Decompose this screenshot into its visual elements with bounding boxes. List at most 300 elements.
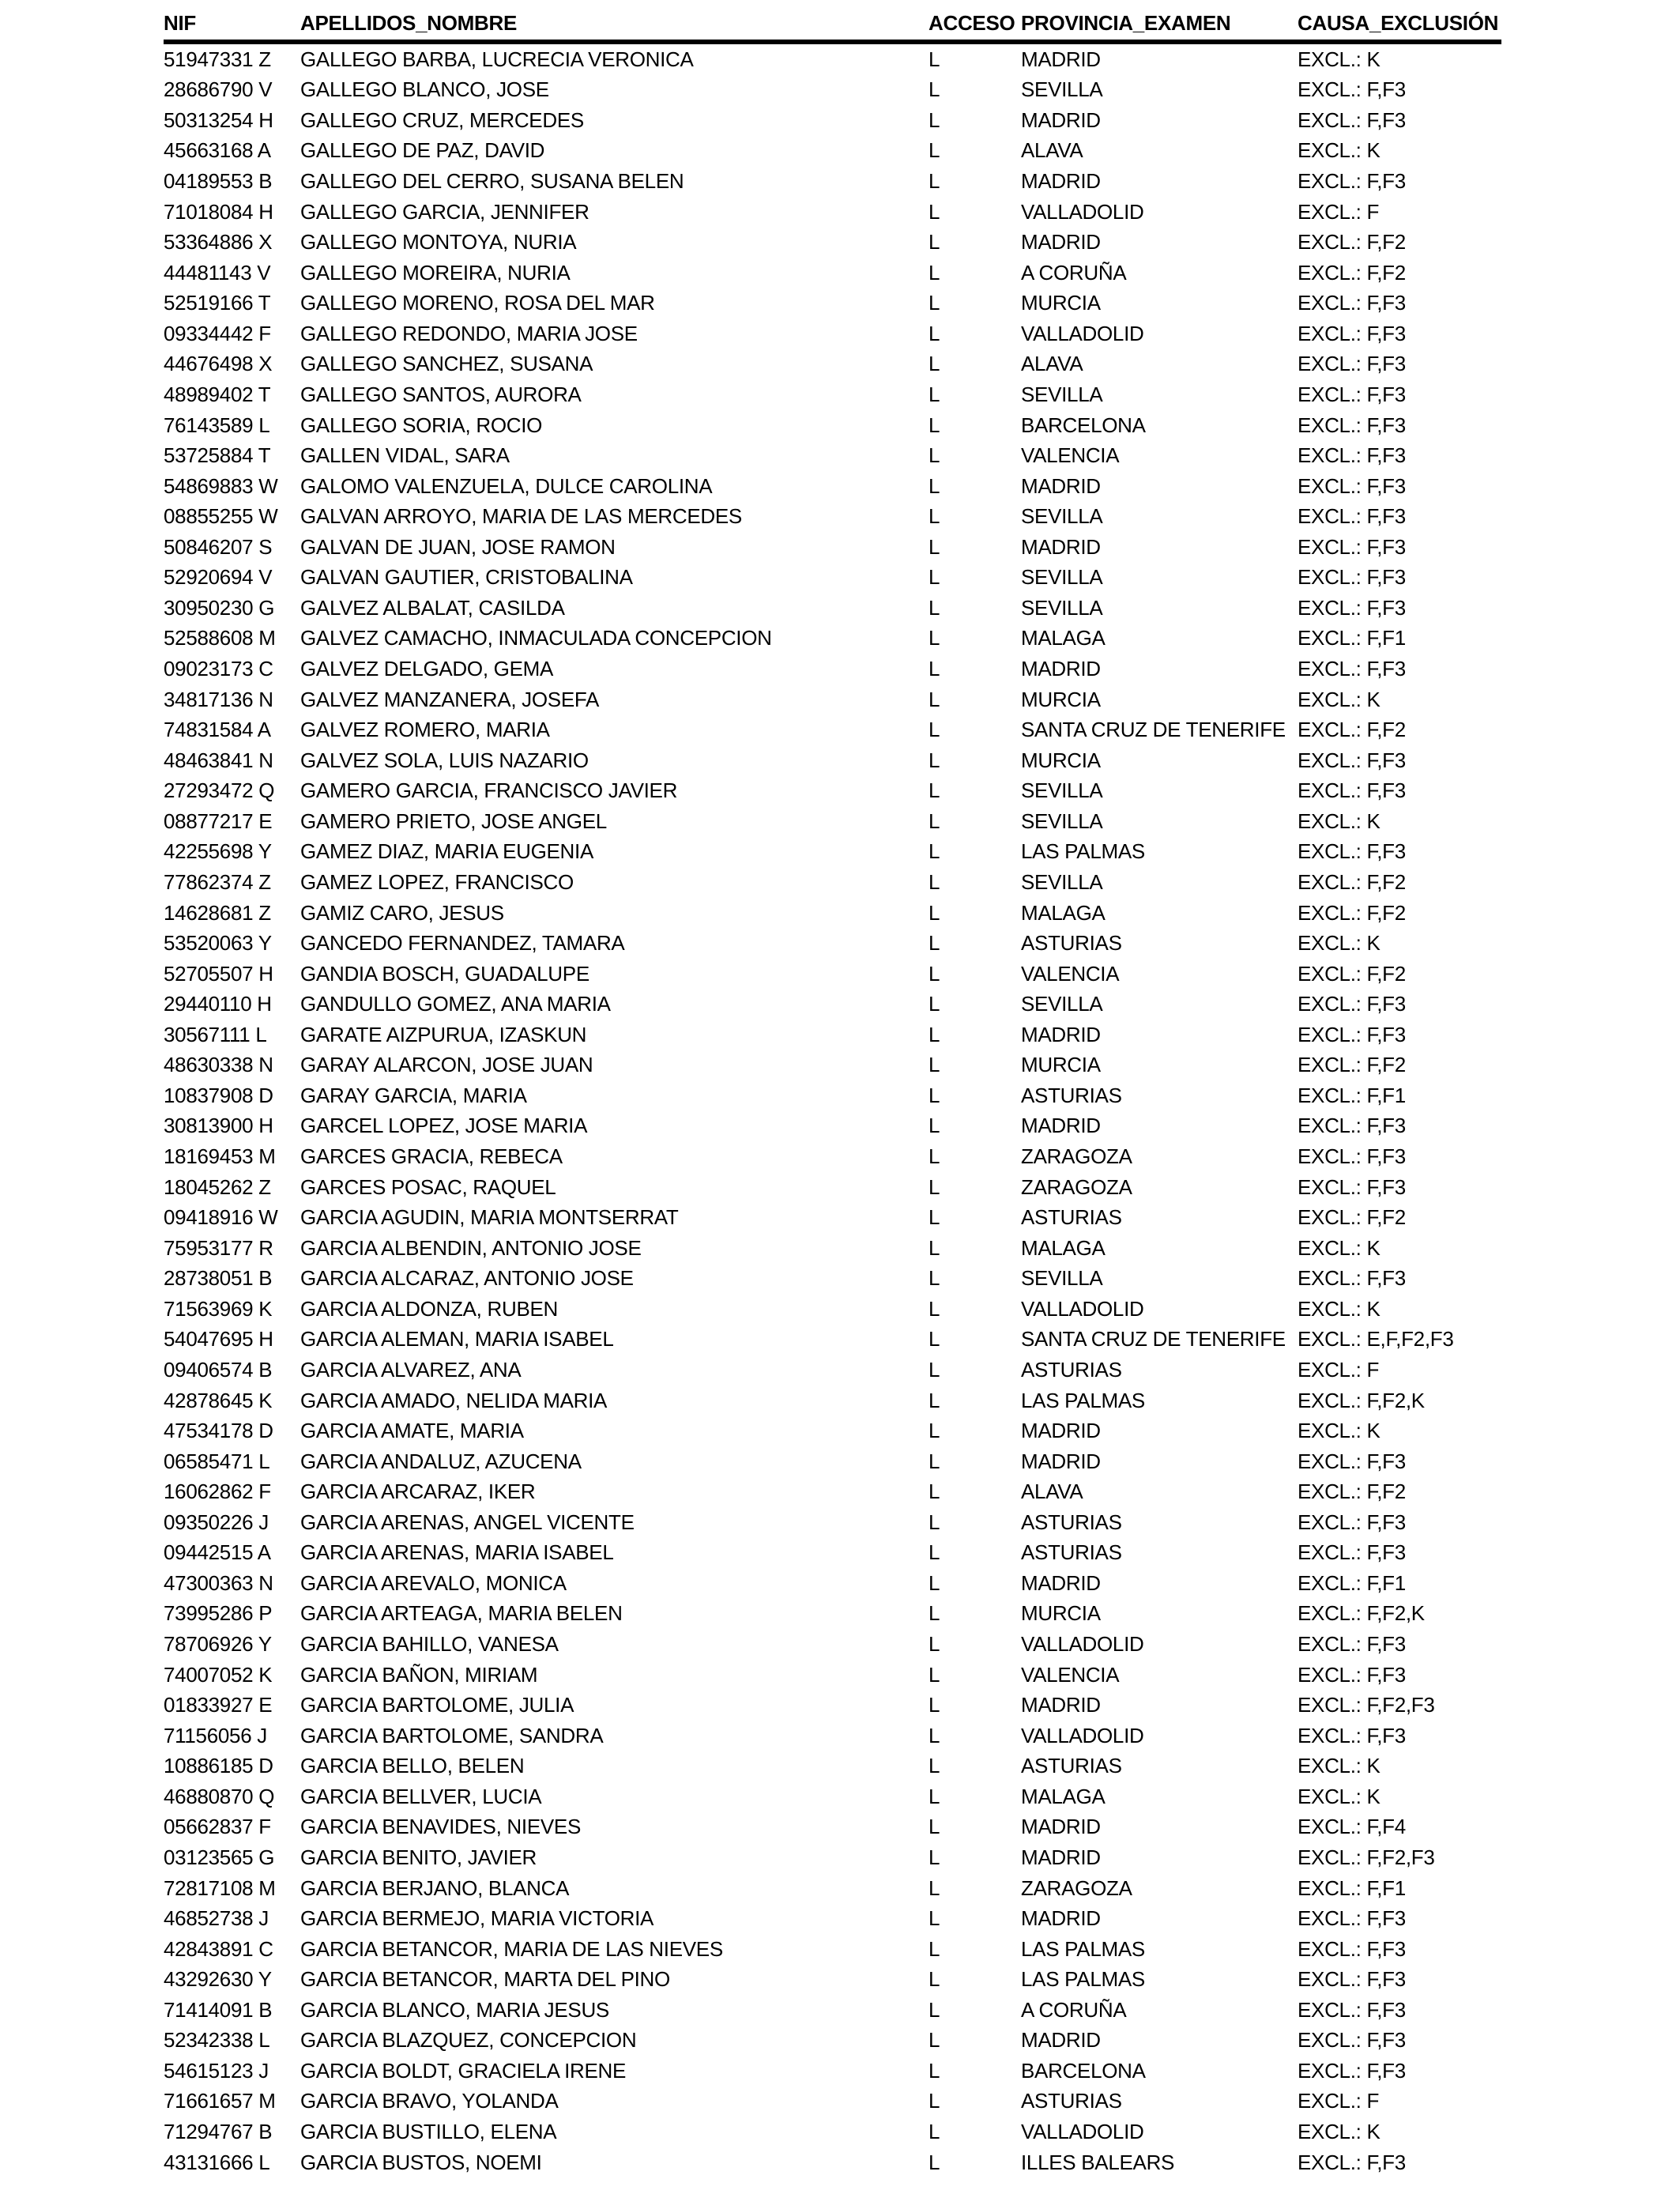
apellidos-nombre-cell: GARCIA ALVAREZ, ANA [300, 1357, 522, 1382]
nif-cell: 09023173 C [164, 657, 273, 681]
table-row [164, 288, 1501, 319]
table-row [164, 532, 1501, 563]
nif-cell: 52588608 M [164, 626, 276, 650]
provincia-examen-cell: VALENCIA [1021, 443, 1120, 468]
apellidos-nombre-cell: GARCIA ALEMAN, MARIA ISABEL [300, 1327, 614, 1351]
causa-exclusion-cell: EXCL.: F,F3 [1298, 77, 1406, 102]
acceso-cell: L [929, 1632, 940, 1657]
acceso-cell: L [929, 992, 940, 1016]
table-row [164, 2026, 1501, 2056]
nif-cell: 30950230 G [164, 595, 275, 620]
causa-exclusion-cell: EXCL.: F,F3 [1298, 1997, 1406, 2022]
table-row [164, 684, 1501, 715]
apellidos-nombre-cell: GARAY ALARCON, JOSE JUAN [300, 1053, 593, 1077]
provincia-examen-cell: SANTA CRUZ DE TENERIFE [1021, 718, 1286, 742]
apellidos-nombre-cell: GARCIA BELLO, BELEN [300, 1754, 525, 1778]
acceso-cell: L [929, 534, 940, 559]
provincia-examen-cell: MADRID [1021, 1419, 1101, 1443]
provincia-examen-cell: ZARAGOZA [1021, 1875, 1132, 1900]
provincia-examen-cell: ASTURIAS [1021, 1083, 1122, 1107]
causa-exclusion-cell: EXCL.: F,F2 [1298, 1053, 1406, 1077]
acceso-cell: L [929, 1205, 940, 1230]
acceso-cell: L [929, 504, 940, 529]
causa-exclusion-cell: EXCL.: F,F3 [1298, 1936, 1406, 1961]
nif-cell: 10886185 D [164, 1754, 273, 1778]
table-row [164, 471, 1501, 502]
table-row [164, 258, 1501, 288]
acceso-cell: L [929, 1266, 940, 1291]
acceso-cell: L [929, 1327, 940, 1351]
causa-exclusion-cell: EXCL.: F,F1 [1298, 1083, 1406, 1107]
exclusion-table [164, 0, 1501, 2177]
acceso-cell: L [929, 291, 940, 315]
nif-cell: 09418916 W [164, 1205, 278, 1230]
provincia-examen-cell: MADRID [1021, 473, 1101, 498]
provincia-examen-cell: MALAGA [1021, 626, 1106, 650]
causa-exclusion-cell: EXCL.: K [1298, 1784, 1381, 1808]
apellidos-nombre-cell: GARCIA AMATE, MARIA [300, 1419, 524, 1443]
nif-cell: 74831584 A [164, 718, 271, 742]
causa-exclusion-cell: EXCL.: F,F3 [1298, 778, 1406, 803]
causa-exclusion-cell: EXCL.: F,F2 [1298, 718, 1406, 742]
table-row [164, 1995, 1501, 2026]
nif-cell: 48989402 T [164, 382, 271, 406]
table-row [164, 745, 1501, 776]
apellidos-nombre-cell: GARAY GARCIA, MARIA [300, 1083, 527, 1107]
table-body [164, 44, 1501, 2177]
nif-cell: 05662837 F [164, 1815, 271, 1839]
nif-cell: 42255698 Y [164, 839, 272, 864]
acceso-cell: L [929, 961, 940, 986]
apellidos-nombre-cell: GALLEGO CRUZ, MERCEDES [300, 107, 584, 132]
table-row [164, 1751, 1501, 1782]
apellidos-nombre-cell: GANDULLO GOMEZ, ANA MARIA [300, 992, 611, 1016]
causa-exclusion-cell: EXCL.: F,F2 [1298, 900, 1406, 925]
causa-exclusion-cell: EXCL.: K [1298, 1296, 1381, 1321]
apellidos-nombre-cell: GARCIA BUSTILLO, ELENA [300, 2120, 557, 2144]
nif-cell: 27293472 Q [164, 778, 275, 803]
provincia-examen-cell: MADRID [1021, 1845, 1101, 1869]
acceso-cell: L [929, 565, 940, 590]
acceso-cell: L [929, 1480, 940, 1504]
apellidos-nombre-cell: GARCES GRACIA, REBECA [300, 1144, 563, 1169]
acceso-cell: L [929, 1967, 940, 1992]
acceso-cell: L [929, 1053, 940, 1077]
nif-cell: 72817108 M [164, 1875, 276, 1900]
nif-cell: 18169453 M [164, 1144, 276, 1169]
apellidos-nombre-cell: GARCIA BENAVIDES, NIEVES [300, 1815, 581, 1839]
apellidos-nombre-cell: GARCIA ARENAS, MARIA ISABEL [300, 1540, 614, 1565]
nif-cell: 50846207 S [164, 534, 273, 559]
acceso-cell: L [929, 138, 940, 163]
table-row [164, 1903, 1501, 1934]
causa-exclusion-cell: EXCL.: F,F2 [1298, 230, 1406, 254]
causa-exclusion-cell: EXCL.: K [1298, 1419, 1381, 1443]
nif-cell: 18045262 Z [164, 1174, 271, 1199]
provincia-examen-cell: BARCELONA [1021, 413, 1146, 437]
table-row [164, 928, 1501, 959]
causa-exclusion-cell: EXCL.: F,F3 [1298, 1266, 1406, 1291]
provincia-examen-cell: MADRID [1021, 1449, 1101, 1473]
acceso-cell: L [929, 657, 940, 681]
acceso-cell: L [929, 352, 940, 376]
provincia-examen-cell: VALLADOLID [1021, 321, 1144, 345]
causa-exclusion-cell: EXCL.: F,F2,K [1298, 1388, 1425, 1412]
table-row [164, 2056, 1501, 2087]
table-row [164, 197, 1501, 228]
nif-cell: 30813900 H [164, 1114, 273, 1138]
acceso-cell: L [929, 107, 940, 132]
provincia-examen-cell: MURCIA [1021, 291, 1101, 315]
causa-exclusion-cell: EXCL.: F,F3 [1298, 1662, 1406, 1687]
nif-cell: 52519166 T [164, 291, 271, 315]
table-row [164, 1202, 1501, 1233]
acceso-cell: L [929, 413, 940, 437]
apellidos-nombre-cell: GARCIA BARTOLOME, JULIA [300, 1693, 574, 1717]
acceso-cell: L [929, 1723, 940, 1747]
table-row [164, 714, 1501, 745]
table-row [164, 959, 1501, 990]
acceso-cell: L [929, 47, 940, 71]
apellidos-nombre-cell: GARCIA BERMEJO, MARIA VICTORIA [300, 1906, 654, 1931]
table-row [164, 2147, 1501, 2178]
causa-exclusion-cell: EXCL.: F,F3 [1298, 657, 1406, 681]
provincia-examen-cell: ALAVA [1021, 352, 1083, 376]
provincia-examen-cell: ASTURIAS [1021, 2089, 1122, 2113]
apellidos-nombre-cell: GAMERO GARCIA, FRANCISCO JAVIER [300, 778, 678, 803]
causa-exclusion-cell: EXCL.: F,F3 [1298, 2150, 1406, 2174]
apellidos-nombre-cell: GALVAN ARROYO, MARIA DE LAS MERCEDES [300, 504, 742, 529]
acceso-cell: L [929, 2089, 940, 2113]
apellidos-nombre-cell: GALLEN VIDAL, SARA [300, 443, 510, 468]
nif-cell: 09334442 F [164, 321, 271, 345]
acceso-cell: L [929, 199, 940, 224]
provincia-examen-cell: MADRID [1021, 1693, 1101, 1717]
apellidos-nombre-cell: GARCES POSAC, RAQUEL [300, 1174, 556, 1199]
nif-cell: 54869883 W [164, 473, 278, 498]
acceso-cell: L [929, 1875, 940, 1900]
table-row [164, 1416, 1501, 1446]
apellidos-nombre-cell: GANDIA BOSCH, GUADALUPE [300, 961, 590, 986]
table-row [164, 1264, 1501, 1295]
provincia-examen-cell: LAS PALMAS [1021, 1388, 1145, 1412]
acceso-cell: L [929, 1419, 940, 1443]
provincia-examen-cell: MURCIA [1021, 1601, 1101, 1626]
nif-cell: 10837908 D [164, 1083, 273, 1107]
causa-exclusion-cell: EXCL.: F,F3 [1298, 1540, 1406, 1565]
nif-cell: 52705507 H [164, 961, 273, 986]
nif-cell: 43292630 Y [164, 1967, 272, 1992]
causa-exclusion-cell: EXCL.: K [1298, 687, 1381, 711]
provincia-examen-cell: MADRID [1021, 1906, 1101, 1931]
causa-exclusion-cell: EXCL.: F,F3 [1298, 1174, 1406, 1199]
table-row [164, 1080, 1501, 1111]
provincia-examen-cell: SEVILLA [1021, 382, 1103, 406]
causa-exclusion-cell: EXCL.: F,F2 [1298, 1480, 1406, 1504]
table-row [164, 1934, 1501, 1965]
acceso-cell: L [929, 1662, 940, 1687]
table-row [164, 898, 1501, 929]
causa-exclusion-cell: EXCL.: K [1298, 138, 1381, 163]
provincia-examen-cell: A CORUÑA [1021, 1997, 1127, 2022]
acceso-cell: L [929, 473, 940, 498]
causa-exclusion-cell: EXCL.: K [1298, 809, 1381, 833]
causa-exclusion-cell: EXCL.: F,F3 [1298, 2058, 1406, 2083]
provincia-examen-cell: MALAGA [1021, 1235, 1106, 1260]
nif-cell: 45663168 A [164, 138, 271, 163]
nif-cell: 06585471 L [164, 1449, 270, 1473]
causa-exclusion-cell: EXCL.: F,F3 [1298, 1144, 1406, 1169]
nif-cell: 09350226 J [164, 1510, 269, 1534]
apellidos-nombre-cell: GARCIA BELLVER, LUCIA [300, 1784, 542, 1808]
nif-cell: 42878645 K [164, 1388, 273, 1412]
table-row [164, 776, 1501, 807]
apellidos-nombre-cell: GALLEGO MONTOYA, NURIA [300, 230, 577, 254]
column-header-nif: NIF [164, 11, 196, 35]
provincia-examen-cell: MURCIA [1021, 748, 1101, 772]
acceso-cell: L [929, 1601, 940, 1626]
nif-cell: 48463841 N [164, 748, 273, 772]
apellidos-nombre-cell: GARCIA AGUDIN, MARIA MONTSERRAT [300, 1205, 679, 1230]
apellidos-nombre-cell: GARCEL LOPEZ, JOSE MARIA [300, 1114, 588, 1138]
provincia-examen-cell: MADRID [1021, 1570, 1101, 1595]
apellidos-nombre-cell: GALLEGO DEL CERRO, SUSANA BELEN [300, 169, 684, 194]
acceso-cell: L [929, 900, 940, 925]
table-row [164, 349, 1501, 380]
acceso-cell: L [929, 1570, 940, 1595]
nif-cell: 77862374 Z [164, 869, 271, 894]
provincia-examen-cell: SEVILLA [1021, 565, 1103, 590]
provincia-examen-cell: SEVILLA [1021, 809, 1103, 833]
apellidos-nombre-cell: GARCIA BERJANO, BLANCA [300, 1875, 570, 1900]
nif-cell: 71156056 J [164, 1723, 267, 1747]
provincia-examen-cell: A CORUÑA [1021, 260, 1127, 285]
causa-exclusion-cell: EXCL.: F,F3 [1298, 839, 1406, 864]
nif-cell: 76143589 L [164, 413, 270, 437]
nif-cell: 78706926 Y [164, 1632, 272, 1657]
provincia-examen-cell: LAS PALMAS [1021, 1967, 1145, 1992]
provincia-examen-cell: ALAVA [1021, 138, 1083, 163]
nif-cell: 54047695 H [164, 1327, 273, 1351]
apellidos-nombre-cell: GALLEGO SORIA, ROCIO [300, 413, 543, 437]
nif-cell: 14628681 Z [164, 900, 271, 925]
nif-cell: 47300363 N [164, 1570, 273, 1595]
table-row [164, 1842, 1501, 1873]
causa-exclusion-cell: EXCL.: F,F3 [1298, 1906, 1406, 1931]
table-row [164, 1660, 1501, 1691]
apellidos-nombre-cell: GALLEGO DE PAZ, DAVID [300, 138, 545, 163]
nif-cell: 50313254 H [164, 107, 273, 132]
provincia-examen-cell: VALENCIA [1021, 1662, 1120, 1687]
apellidos-nombre-cell: GALVEZ SOLA, LUIS NAZARIO [300, 748, 589, 772]
causa-exclusion-cell: EXCL.: F,F3 [1298, 1723, 1406, 1747]
acceso-cell: L [929, 1845, 940, 1869]
acceso-cell: L [929, 1936, 940, 1961]
acceso-cell: L [929, 260, 940, 285]
table-row [164, 1599, 1501, 1630]
causa-exclusion-cell: EXCL.: F,F3 [1298, 2028, 1406, 2053]
provincia-examen-cell: VALLADOLID [1021, 199, 1144, 224]
nif-cell: 28738051 B [164, 1266, 273, 1291]
apellidos-nombre-cell: GAMERO PRIETO, JOSE ANGEL [300, 809, 607, 833]
provincia-examen-cell: SEVILLA [1021, 992, 1103, 1016]
apellidos-nombre-cell: GARCIA ANDALUZ, AZUCENA [300, 1449, 582, 1473]
apellidos-nombre-cell: GARCIA BOLDT, GRACIELA IRENE [300, 2058, 627, 2083]
causa-exclusion-cell: EXCL.: F,F2,F3 [1298, 1693, 1435, 1717]
table-row [164, 2117, 1501, 2147]
provincia-examen-cell: MADRID [1021, 47, 1101, 71]
apellidos-nombre-cell: GARCIA BETANCOR, MARTA DEL PINO [300, 1967, 670, 1992]
apellidos-nombre-cell: GARCIA ALCARAZ, ANTONIO JOSE [300, 1266, 634, 1291]
apellidos-nombre-cell: GARCIA ARENAS, ANGEL VICENTE [300, 1510, 635, 1534]
provincia-examen-cell: ILLES BALEARS [1021, 2150, 1175, 2174]
acceso-cell: L [929, 2120, 940, 2144]
table-row [164, 410, 1501, 441]
nif-cell: 01833927 E [164, 1693, 273, 1717]
provincia-examen-cell: MADRID [1021, 1815, 1101, 1839]
apellidos-nombre-cell: GALLEGO SANTOS, AURORA [300, 382, 582, 406]
nif-cell: 51947331 Z [164, 47, 271, 71]
column-header-acceso: ACCESO [929, 11, 1015, 35]
provincia-examen-cell: MADRID [1021, 1022, 1101, 1046]
causa-exclusion-cell: EXCL.: F,F2 [1298, 260, 1406, 285]
apellidos-nombre-cell: GAMEZ LOPEZ, FRANCISCO [300, 869, 574, 894]
provincia-examen-cell: ALAVA [1021, 1480, 1083, 1504]
causa-exclusion-cell: EXCL.: F,F3 [1298, 992, 1406, 1016]
causa-exclusion-cell: EXCL.: F,F3 [1298, 473, 1406, 498]
acceso-cell: L [929, 1693, 940, 1717]
table-row [164, 1020, 1501, 1050]
nif-cell: 71661657 M [164, 2089, 276, 2113]
apellidos-nombre-cell: GALVEZ ROMERO, MARIA [300, 718, 550, 742]
apellidos-nombre-cell: GARCIA BENITO, JAVIER [300, 1845, 537, 1869]
provincia-examen-cell: MALAGA [1021, 900, 1106, 925]
acceso-cell: L [929, 1235, 940, 1260]
apellidos-nombre-cell: GALLEGO SANCHEZ, SUSANA [300, 352, 593, 376]
provincia-examen-cell: SEVILLA [1021, 778, 1103, 803]
provincia-examen-cell: SEVILLA [1021, 77, 1103, 102]
acceso-cell: L [929, 1449, 940, 1473]
provincia-examen-cell: MADRID [1021, 107, 1101, 132]
causa-exclusion-cell: EXCL.: F,F3 [1298, 1022, 1406, 1046]
acceso-cell: L [929, 1510, 940, 1534]
acceso-cell: L [929, 1784, 940, 1808]
causa-exclusion-cell: EXCL.: F,F3 [1298, 1632, 1406, 1657]
acceso-cell: L [929, 718, 940, 742]
apellidos-nombre-cell: GARCIA ALDONZA, RUBEN [300, 1296, 559, 1321]
provincia-examen-cell: ASTURIAS [1021, 931, 1122, 956]
table-row [164, 379, 1501, 410]
acceso-cell: L [929, 869, 940, 894]
column-header-causa-exclusion: CAUSA_EXCLUSIÓN [1298, 11, 1499, 35]
provincia-examen-cell: ASTURIAS [1021, 1540, 1122, 1565]
column-header-provincia-examen: PROVINCIA_EXAMEN [1021, 11, 1231, 35]
acceso-cell: L [929, 1114, 940, 1138]
nif-cell: 08855255 W [164, 504, 278, 529]
nif-cell: 28686790 V [164, 77, 273, 102]
causa-exclusion-cell: EXCL.: F,F3 [1298, 169, 1406, 194]
nif-cell: 34817136 N [164, 687, 273, 711]
acceso-cell: L [929, 1754, 940, 1778]
provincia-examen-cell: SEVILLA [1021, 869, 1103, 894]
acceso-cell: L [929, 1174, 940, 1199]
nif-cell: 44676498 X [164, 352, 273, 376]
acceso-cell: L [929, 1906, 940, 1931]
nif-cell: 09442515 A [164, 1540, 271, 1565]
causa-exclusion-cell: EXCL.: F,F3 [1298, 291, 1406, 315]
causa-exclusion-cell: EXCL.: K [1298, 1754, 1381, 1778]
nif-cell: 53725884 T [164, 443, 271, 468]
acceso-cell: L [929, 748, 940, 772]
nif-cell: 54615123 J [164, 2058, 269, 2083]
causa-exclusion-cell: EXCL.: K [1298, 931, 1381, 956]
apellidos-nombre-cell: GALLEGO MORENO, ROSA DEL MAR [300, 291, 655, 315]
nif-cell: 42843891 C [164, 1936, 273, 1961]
provincia-examen-cell: ASTURIAS [1021, 1205, 1122, 1230]
table-row [164, 319, 1501, 349]
nif-cell: 46852738 J [164, 1906, 269, 1931]
table-row [164, 44, 1501, 75]
apellidos-nombre-cell: GARCIA ARTEAGA, MARIA BELEN [300, 1601, 623, 1626]
table-row [164, 563, 1501, 594]
table-row [164, 1172, 1501, 1203]
nif-cell: 74007052 K [164, 1662, 273, 1687]
apellidos-nombre-cell: GARCIA BLANCO, MARIA JESUS [300, 1997, 609, 2022]
provincia-examen-cell: SANTA CRUZ DE TENERIFE [1021, 1327, 1286, 1351]
table-row [164, 1476, 1501, 1507]
nif-cell: 75953177 R [164, 1235, 273, 1260]
acceso-cell: L [929, 1388, 940, 1412]
nif-cell: 52920694 V [164, 565, 273, 590]
nif-cell: 08877217 E [164, 809, 273, 833]
apellidos-nombre-cell: GALLEGO REDONDO, MARIA JOSE [300, 321, 638, 345]
nif-cell: 03123565 G [164, 1845, 275, 1869]
table-row [164, 75, 1501, 106]
apellidos-nombre-cell: GANCEDO FERNANDEZ, TAMARA [300, 931, 625, 956]
acceso-cell: L [929, 77, 940, 102]
causa-exclusion-cell: EXCL.: F,F3 [1298, 443, 1406, 468]
nif-cell: 52342338 L [164, 2028, 270, 2053]
causa-exclusion-cell: EXCL.: F,F3 [1298, 748, 1406, 772]
provincia-examen-cell: MADRID [1021, 230, 1101, 254]
causa-exclusion-cell: EXCL.: F,F3 [1298, 1510, 1406, 1534]
nif-cell: 53364886 X [164, 230, 273, 254]
provincia-examen-cell: ASTURIAS [1021, 1510, 1122, 1534]
apellidos-nombre-cell: GALOMO VALENZUELA, DULCE CAROLINA [300, 473, 713, 498]
apellidos-nombre-cell: GARCIA AMADO, NELIDA MARIA [300, 1388, 608, 1412]
causa-exclusion-cell: EXCL.: F,F2,K [1298, 1601, 1425, 1626]
provincia-examen-cell: MADRID [1021, 169, 1101, 194]
nif-cell: 46880870 Q [164, 1784, 275, 1808]
provincia-examen-cell: MADRID [1021, 2028, 1101, 2053]
table-row [164, 654, 1501, 684]
nif-cell: 71414091 B [164, 1997, 273, 2022]
apellidos-nombre-cell: GALVAN GAUTIER, CRISTOBALINA [300, 565, 633, 590]
provincia-examen-cell: MURCIA [1021, 1053, 1101, 1077]
causa-exclusion-cell: EXCL.: F,F2 [1298, 1205, 1406, 1230]
table-row [164, 440, 1501, 471]
apellidos-nombre-cell: GARCIA BUSTOS, NOEMI [300, 2150, 542, 2174]
table-row [164, 989, 1501, 1020]
apellidos-nombre-cell: GARCIA ARCARAZ, IKER [300, 1480, 536, 1504]
table-header [164, 0, 1501, 40]
acceso-cell: L [929, 321, 940, 345]
provincia-examen-cell: ZARAGOZA [1021, 1174, 1132, 1199]
causa-exclusion-cell: EXCL.: F,F1 [1298, 626, 1406, 650]
apellidos-nombre-cell: GAMEZ DIAZ, MARIA EUGENIA [300, 839, 593, 864]
table-row [164, 1690, 1501, 1721]
nif-cell: 29440110 H [164, 992, 272, 1016]
